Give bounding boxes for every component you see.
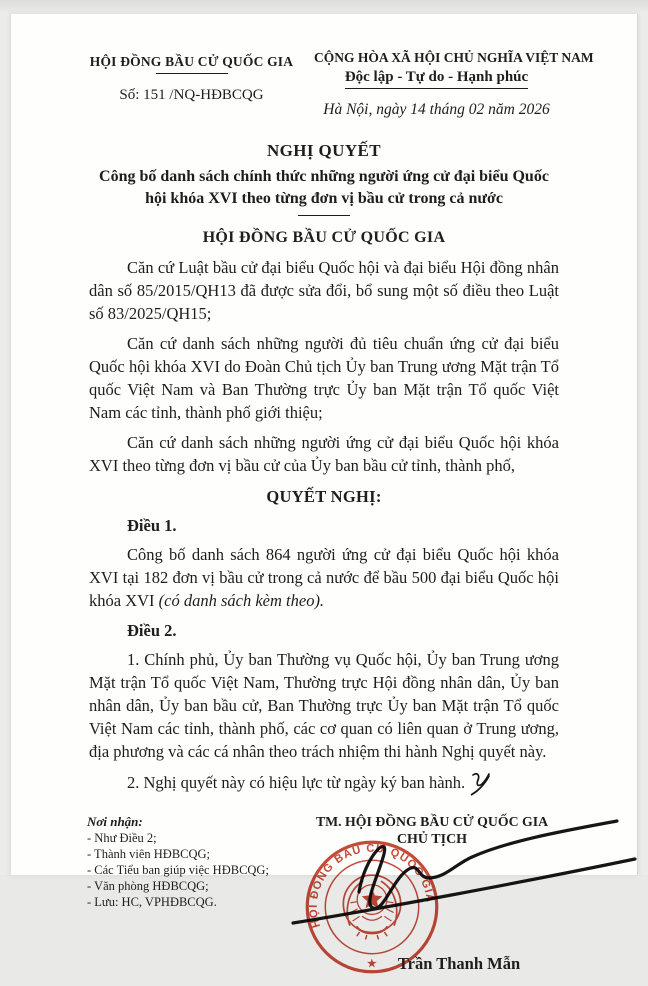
document-number: Số: 151 /NQ-HĐBCQG (119, 87, 264, 103)
article-1-label: Điều 1. (127, 516, 177, 535)
article-1-text (89, 543, 559, 612)
signature-org-line: TM. HỘI ĐỒNG BẦU CỬ QUỐC GIA (315, 814, 549, 829)
preamble-paragraph-1: Căn cứ Luật bầu cử đại biểu Quốc hội và đại biểu Hội đồng nhân dân số 85/2015/QH13 đã được sửa đổi, bổ sung một số điều theo Luật số 83/2025/QH15; (89, 258, 559, 323)
document-type-title: NGHỊ QUYẾT (266, 141, 382, 160)
article-1-main-text: Công bố danh sách 864 người ứng cử đại biểu Quốc hội khóa XVI tại 182 đơn vị bầu cử trong cả nước để bầu 500 đại biểu Quốc hội khóa XVI (89, 545, 559, 610)
recipient-item: - Thành viên HĐBCQG; (87, 847, 211, 861)
issuer-heading: HỘI ĐỒNG BẦU CỬ QUỐC GIA (202, 229, 446, 246)
national-motto: Độc lập - Tự do - Hạnh phúc (345, 69, 528, 89)
org-name-underline (156, 73, 228, 74)
document-header (89, 50, 594, 119)
article-2-label: Điều 2. (127, 621, 177, 640)
title-underline (298, 215, 350, 216)
resolution-heading: QUYẾT NGHỊ: (266, 487, 382, 506)
article-2-item-1: 1. Chính phủ, Ủy ban Thường vụ Quốc hội, Ủy ban Trung ương Mặt trận Tổ quốc Việt Nam, Thường trực Hội đồng nhân dân, Ủy ban nhân dân, Ủy ban bầu cử, Ban Thường trực Ủy ban Mặt trận Tổ quốc Việt Nam các tỉnh, thành phố, các cơ quan có liên quan ở Trung ương, địa phương và các cá nhân theo trách nhiệm thi hành Nghị quyết này. (89, 650, 559, 761)
article-2-item-2-text: 2. Nghị quyết này có hiệu lực từ ngày ký ban hành. (127, 773, 466, 792)
document-subject: Công bố danh sách chính thức những người ứng cử đại biểu Quốc hội khóa XVI theo từng đơn vị bầu cử trong cả nước (99, 168, 549, 207)
national-header-block (314, 50, 594, 119)
recipient-item: - Các Tiểu ban giúp việc HĐBCQG; (87, 863, 269, 877)
document-page (10, 14, 638, 973)
article-2-item-2 (89, 770, 559, 798)
signer-title: CHỦ TỊCH (396, 832, 468, 847)
signer-name: Trần Thanh Mẫn (397, 954, 521, 973)
recipients-block (87, 814, 277, 986)
document-footer (89, 814, 559, 986)
place-and-date: Hà Nội, ngày 14 tháng 02 năm 2026 (323, 101, 550, 118)
recipient-item: - Văn phòng HĐBCQG; (87, 879, 209, 893)
issuing-org-block (89, 50, 294, 104)
issuing-org-name: HỘI ĐỒNG BẦU CỬ QUỐC GIA (89, 54, 294, 69)
recipient-item: - Lưu: HC, VPHĐBCQG. (87, 895, 217, 909)
country-name: CỘNG HÒA XÃ HỘI CHỦ NGHĨA VIỆT NAM (314, 50, 594, 65)
title-block (89, 141, 559, 247)
seal-star: ★ (366, 956, 378, 971)
signature-block (301, 814, 563, 986)
recipient-item: - Như Điều 2; (87, 831, 157, 845)
handwritten-initial-mark (466, 770, 496, 798)
article-1-italic-note: (có danh sách kèm theo). (158, 591, 325, 610)
document-content (87, 50, 594, 986)
recipients-label: Nơi nhận: (87, 814, 143, 829)
preamble-paragraph-2: Căn cứ danh sách những người đủ tiêu chuẩn ứng cử đại biểu Quốc hội khóa XVI do Đoàn Chủ tịch Ủy ban Trung ương Mặt trận Tổ quốc Việt Nam và Ban Thường trực Ủy ban Mặt trận Tổ quốc Việt Nam các tỉnh, thành phố giới thiệu; (89, 334, 559, 422)
preamble-paragraph-3: Căn cứ danh sách những người ứng cử đại biểu Quốc hội khóa XVI theo từng đơn vị bầu cử của Ủy ban bầu cử tỉnh, thành phố, (89, 433, 559, 475)
seal-ring-text: HỘI ĐỒNG BẦU CỬ QUỐC GIA (307, 842, 437, 929)
